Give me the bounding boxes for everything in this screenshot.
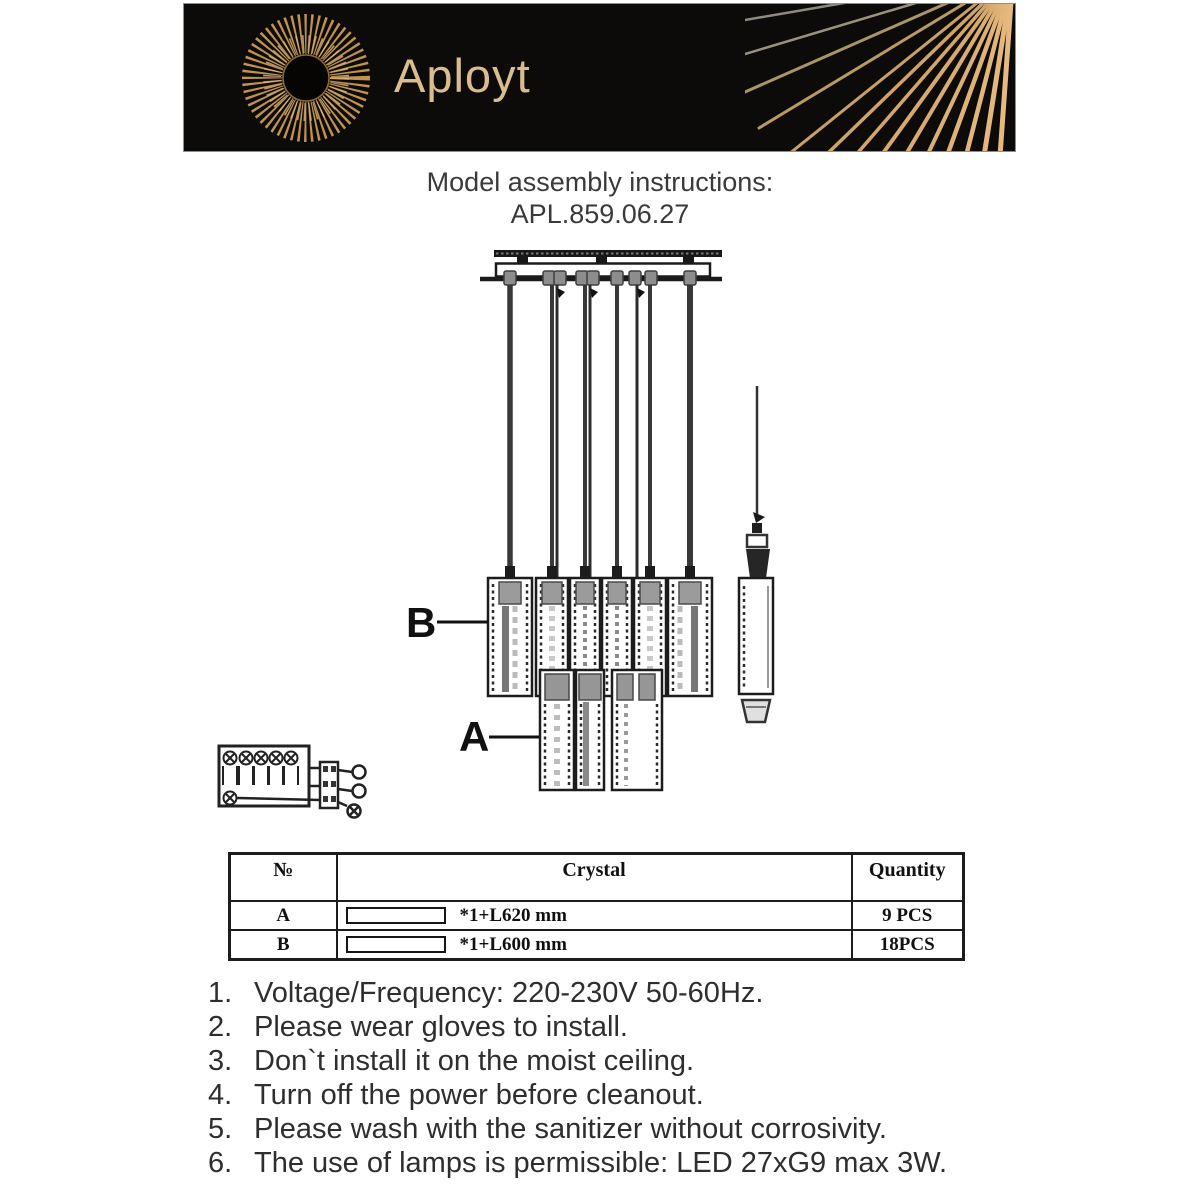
row-a-no: A [230,901,337,930]
parts-table [228,852,965,961]
row-b-crystal: *1+L600 mm [459,933,567,955]
pendant-detail [739,386,773,722]
instruction-text: Don`t install it on the moist ceiling. [254,1045,695,1077]
instruction-text: Please wear gloves to install. [254,1011,628,1043]
instruction-item [208,1112,1048,1146]
row-b-no: B [230,930,337,960]
header-quantity: Quantity [852,854,964,902]
label-a: A [459,713,490,760]
header-no: № [230,854,337,902]
instruction-number: 1. [208,977,233,1009]
instruction-item [208,1078,1048,1112]
instruction-number: 3. [208,1045,233,1077]
instruction-text: Voltage/Frequency: 220-230V 50-60Hz. [254,977,764,1009]
chandelier-diagram [400,245,790,825]
table-header-row [230,854,964,902]
instruction-number: 6. [208,1147,233,1179]
instruction-item [208,976,1048,1010]
row-a-quantity: 9 PCS [852,901,964,930]
table-row [230,930,964,960]
instruction-text: The use of lamps is permissible: LED 27xG9 max 3W. [254,1147,948,1179]
instructions-list [208,976,1048,1180]
hanging-rods-b [510,285,690,576]
wiring-diagram [210,740,400,825]
terminal-block [320,762,338,808]
page-title [0,166,1200,230]
row-b-quantity: 18PCS [852,930,964,960]
crystal-tubes-a [540,670,662,790]
rod-hooks [557,288,645,298]
header-crystal: Crystal [337,854,852,902]
label-b: B [406,599,437,646]
table-row [230,901,964,930]
brand-name: Aployt [394,49,531,102]
instruction-item [208,1044,1048,1078]
row-a-crystal: *1+L620 mm [459,904,567,926]
title-line-1: Model assembly instructions: [426,167,774,197]
instruction-text: Please wash with the sanitizer without corrosivity. [254,1113,887,1145]
sunburst-logo-icon [236,8,376,148]
crystal-shape-icon [346,907,446,924]
instruction-item [208,1146,1048,1180]
title-line-2: APL.859.06.27 [510,199,690,229]
instruction-number: 2. [208,1011,233,1043]
terminal-screws [223,752,298,805]
instruction-item [208,1010,1048,1044]
instruction-text: Turn off the power before cleanout. [254,1079,704,1111]
instruction-number: 5. [208,1113,233,1145]
instruction-number: 4. [208,1079,233,1111]
crystal-shape-icon [346,936,446,953]
brand-banner [183,3,1016,152]
rays-decoration-icon [745,4,1015,151]
